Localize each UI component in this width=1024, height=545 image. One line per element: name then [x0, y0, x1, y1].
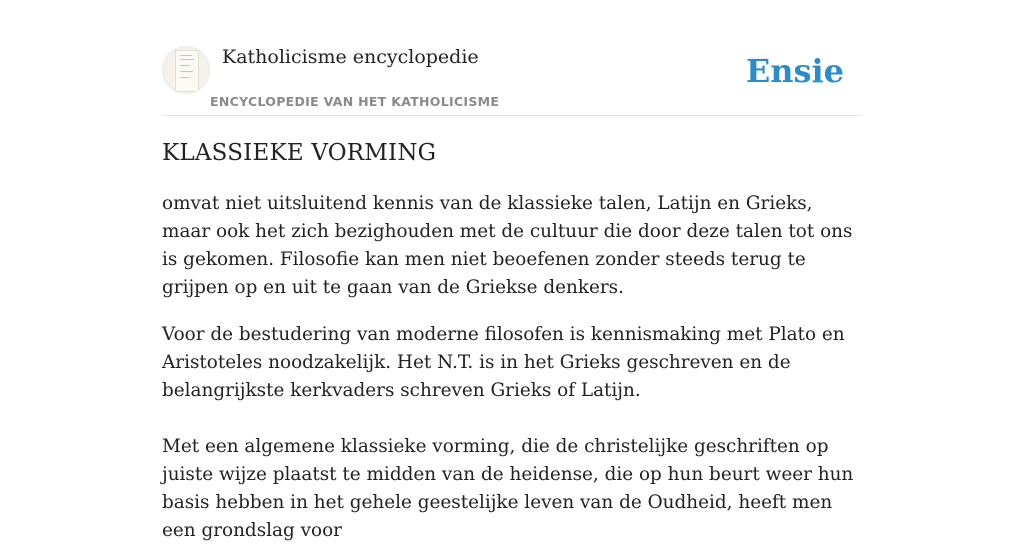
article-paragraph: omvat niet uitsluitend kennis van de klassieke talen, Latijn en Grieks, maar ook het zich bezighouden met de cultuur die door deze talen tot ons is gekomen. Filosofie kan men niet beoefenen zonder steeds terug te grijpen op en uit te gaan van de Griekse denkers. [162, 193, 853, 298]
article [162, 140, 862, 545]
encyclopedia-subtitle: ENCYCLOPEDIE VAN HET KATHOLICISME [210, 94, 500, 109]
article-paragraph: Met een algemene klassieke vorming, die de christelijke geschriften op juiste wijze plaatst te midden van de heidense, die op hun beurt weer hun basis hebben in het gehele geestelijke leven van de Oudheid, heeft men een grondslag voor [162, 436, 854, 541]
header-divider [162, 115, 862, 116]
book-icon [175, 50, 199, 92]
article-title: KLASSIEKE VORMING [162, 140, 437, 166]
article-paragraph: Voor de bestudering van moderne filosofen is kennismaking met Plato en Aristoteles noodzakelijk. Het N.T. is in het Grieks geschreven en de belangrijkste kerkvaders schreven Grieks of Latijn. [162, 324, 845, 401]
ensie-logo-link[interactable]: Ensie [745, 52, 844, 90]
encyclopedia-title[interactable]: Katholicisme encyclopedie [222, 46, 479, 68]
encyclopedia-cover-image[interactable] [162, 46, 210, 94]
header [162, 40, 862, 116]
